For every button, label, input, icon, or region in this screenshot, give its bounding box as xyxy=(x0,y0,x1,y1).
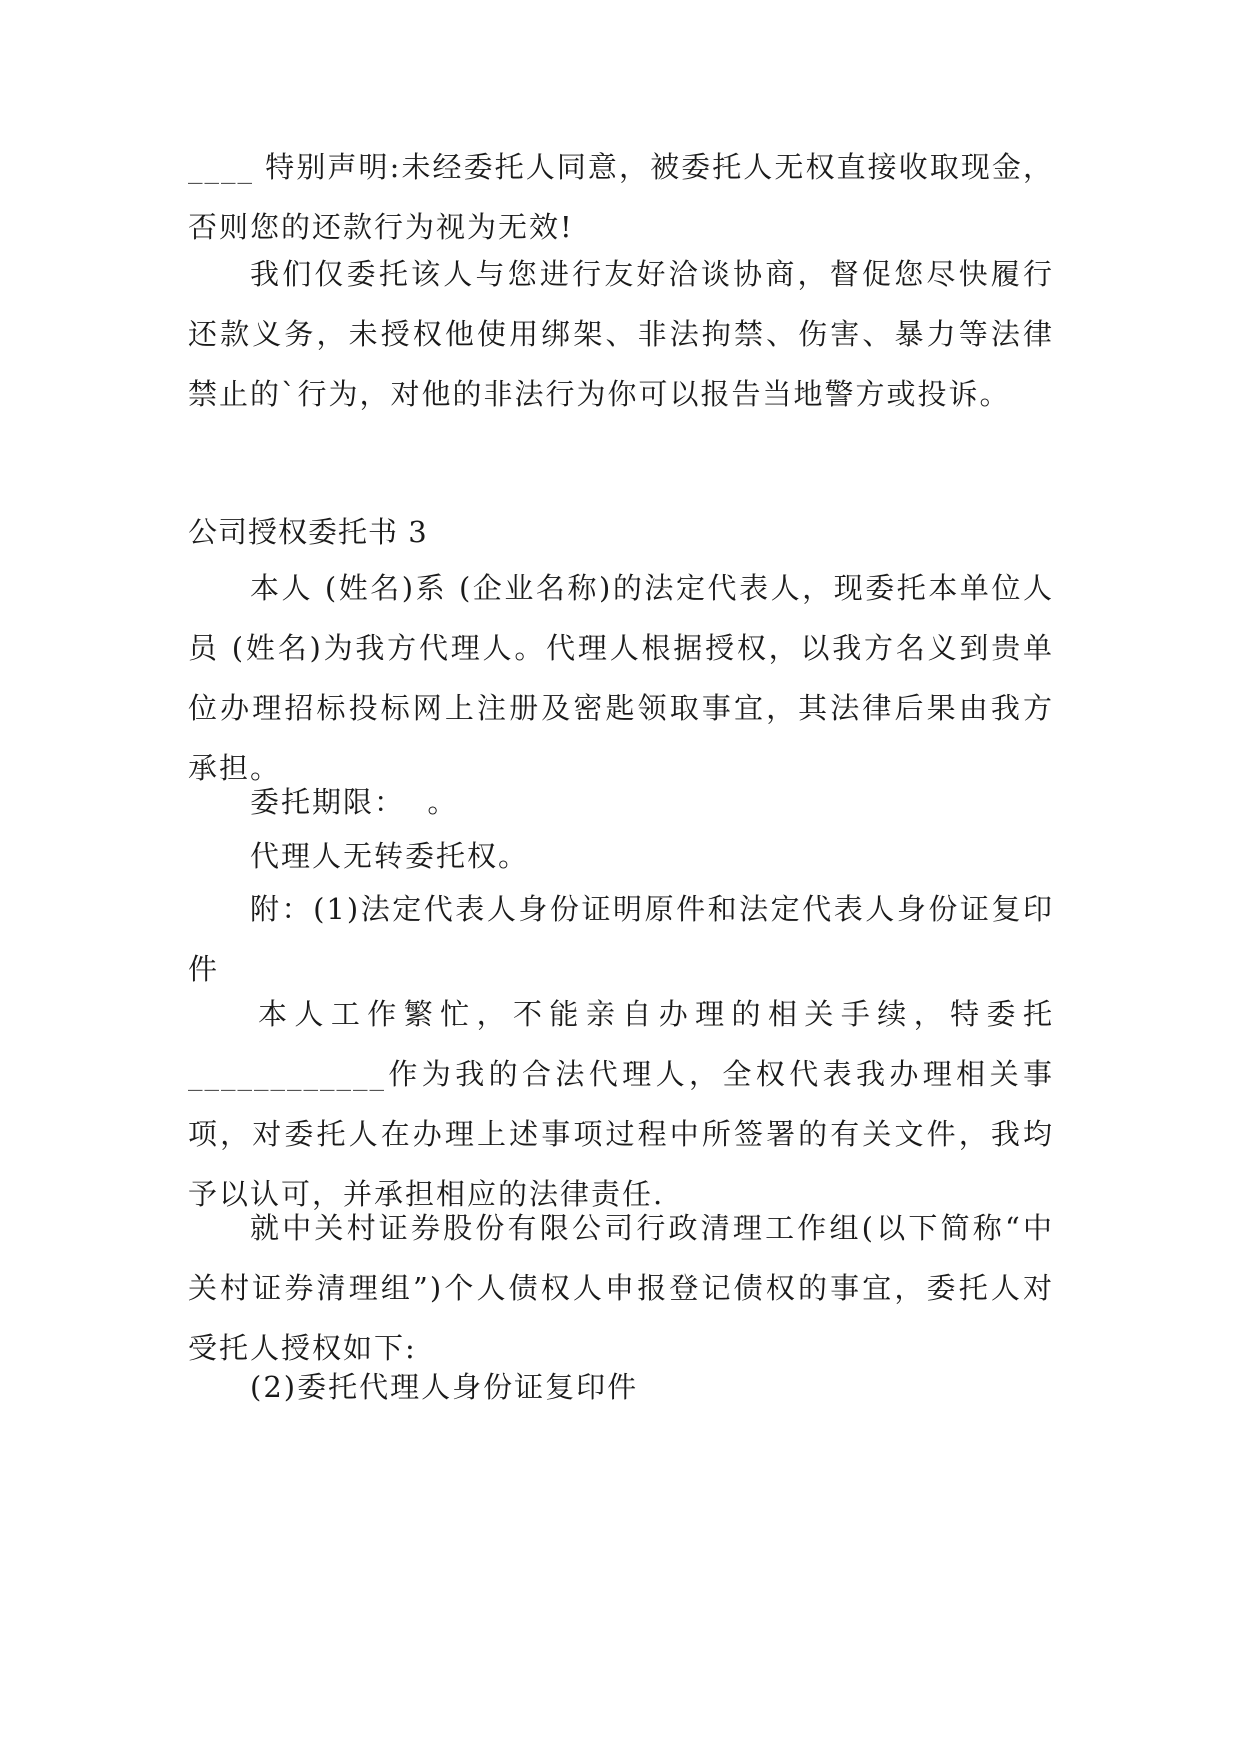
signature-blank: ____ xyxy=(188,150,254,184)
consult-paragraph: 我们仅委托该人与您进行友好洽谈协商，督促您尽快履行还款义务，未授权他使用绑架、非法拘禁、伤害、暴力等法律禁止的`行为，对他的非法行为你可以报告当地警方或投诉。 xyxy=(188,257,1054,411)
special-statement-text: 特别声明:未经委托人同意，被委托人无权直接收取现金，否则您的还款行为视为无效! xyxy=(188,150,1054,244)
term-line: 委托期限： 。 xyxy=(250,785,459,819)
section-heading: 公司授权委托书 3 xyxy=(188,515,428,549)
no-subdelegation-line: 代理人无转委托权。 xyxy=(250,839,530,873)
busy-paragraph-intro: 本人工作繁忙，不能亲自办理的相关手续，特委托 xyxy=(258,997,1054,1031)
authorization-paragraph: 本人 (姓名)系 (企业名称)的法定代表人，现委托本单位人员 (姓名)为我方代理人。代理人根据授权，以我方名义到贵单位办理招标投标网上注册及密匙领取事宜，其法律后果由我方承担。 xyxy=(188,571,1054,785)
attachment-2-line: (2)委托代理人身份证复印件 xyxy=(250,1370,639,1404)
busy-paragraph xyxy=(188,984,1054,1224)
busy-paragraph-rest: 作为我的合法代理人，全权代表我办理相关事项，对委托人在办理上述事项过程中所签署的有关文件，我均予以认可，并承担相应的法律责任. xyxy=(188,1057,1054,1211)
agent-name-blank: ____________ xyxy=(188,1057,386,1091)
attachment-1-paragraph: 附：(1)法定代表人身份证明原件和法定代表人身份证复印件 xyxy=(188,892,1054,986)
zhongguancun-paragraph: 就中关村证券股份有限公司行政清理工作组(以下简称“中关村证券清理组”)个人债权人申报登记债权的事宜，委托人对受托人授权如下: xyxy=(188,1211,1054,1365)
special-statement-paragraph xyxy=(188,137,1054,257)
